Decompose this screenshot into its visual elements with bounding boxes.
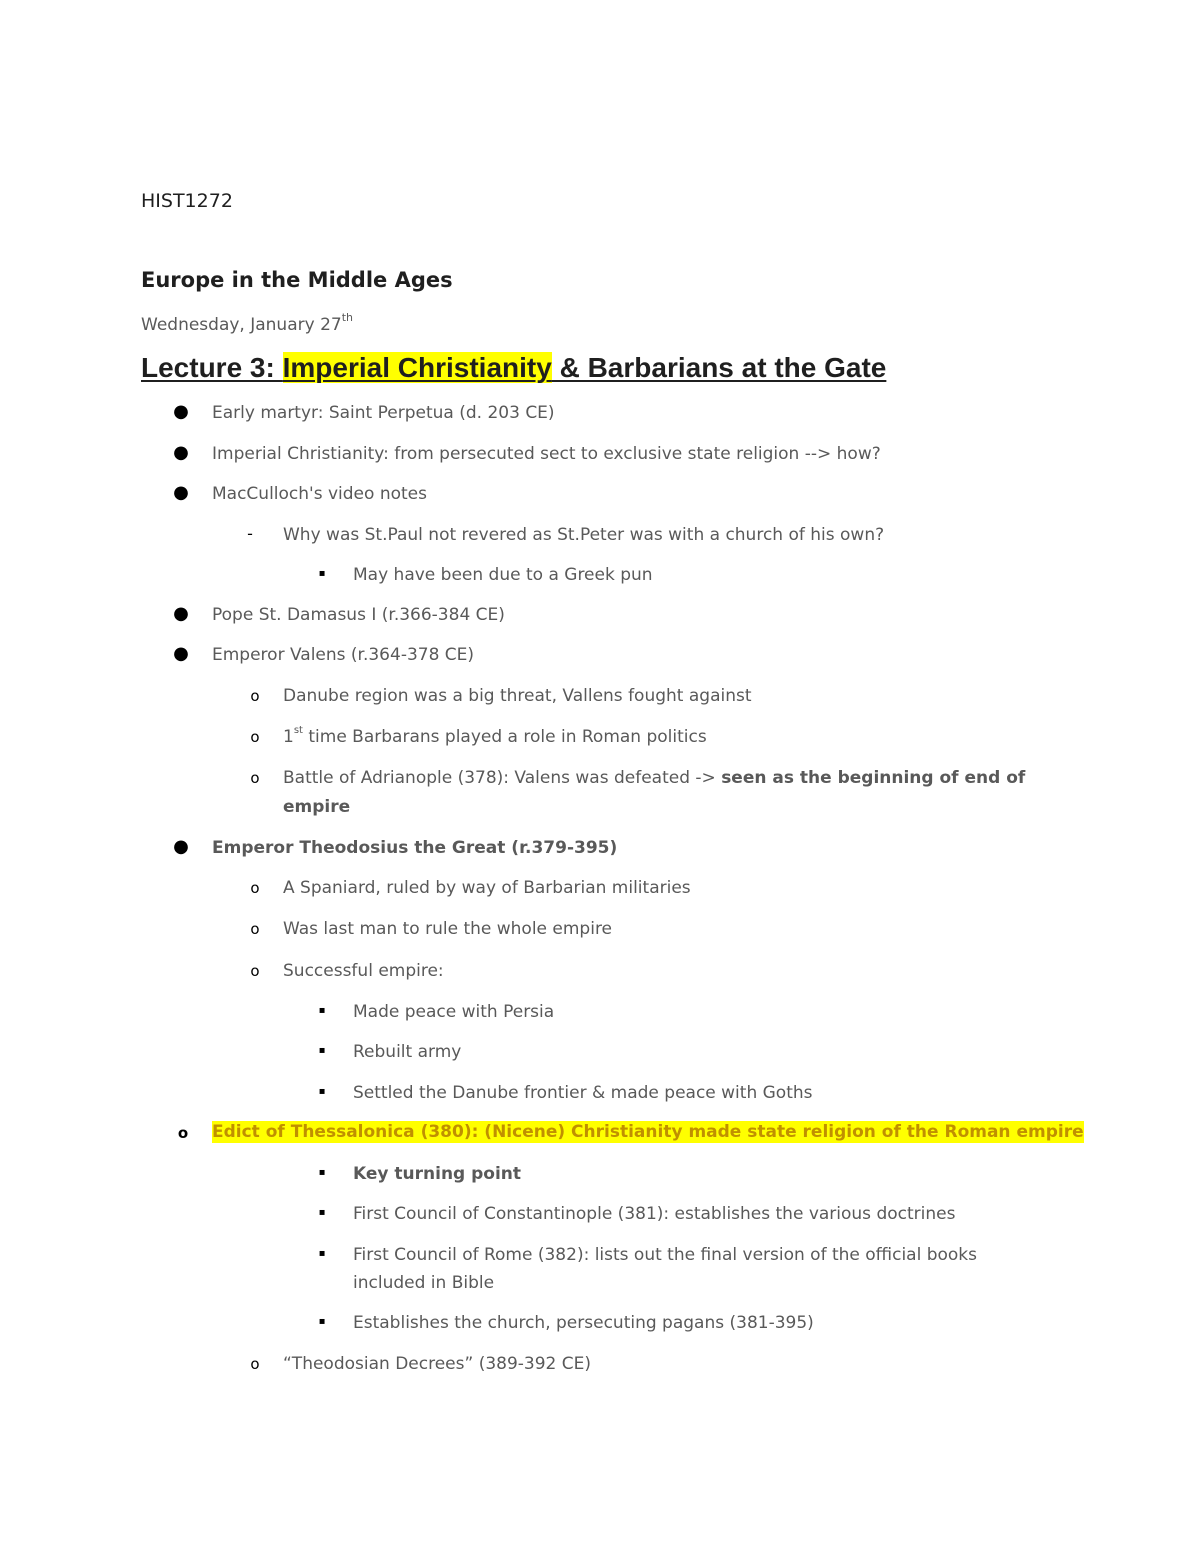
circle-bullet: o (250, 920, 260, 938)
square-bullet: ▪ (318, 568, 326, 579)
disc-bullet: ● (173, 442, 189, 463)
circle-bullet: o (250, 962, 260, 980)
note-item: Settled the Danube frontier & made peace with Goths (353, 1083, 813, 1103)
disc-bullet: ● (173, 836, 189, 857)
note-item: Imperial Christianity: from persecuted sect to exclusive state religion --> how? (212, 444, 881, 464)
note-item (283, 767, 1025, 789)
note-item: May have been due to a Greek pun (353, 565, 653, 585)
note-continuation: empire (283, 797, 351, 817)
note-bold-text: seen as the beginning of end of (721, 768, 1026, 788)
note-item: MacCulloch's video notes (212, 484, 427, 504)
note-item: “Theodosian Decrees” (389-392 CE) (283, 1354, 592, 1374)
circle-bullet: o (250, 1355, 260, 1373)
square-bullet: ▪ (318, 1086, 326, 1097)
ordinal-suffix: st (293, 725, 303, 737)
ordinal-number: 1 (283, 727, 294, 747)
note-item: A Spaniard, ruled by way of Barbarian militaries (283, 878, 691, 898)
note-item: Was last man to rule the whole empire (283, 919, 613, 939)
lecture-heading (141, 351, 886, 385)
disc-bullet: ● (173, 482, 189, 503)
circle-bullet: o (250, 728, 260, 746)
note-item: Pope St. Damasus I (r.366-384 CE) (212, 605, 505, 625)
circle-bullet: o (250, 769, 260, 787)
course-code: HIST1272 (141, 190, 233, 212)
note-item: Establishes the church, persecuting pagans (381-395) (353, 1313, 814, 1333)
circle-bullet: o (250, 879, 260, 897)
note-continuation: included in Bible (353, 1273, 495, 1293)
note-item: Danube region was a big threat, Vallens fought against (283, 686, 752, 706)
note-item: Emperor Valens (r.364-378 CE) (212, 645, 475, 665)
note-item: Why was St.Paul not revered as St.Peter was with a church of his own? (283, 525, 885, 545)
note-item: Rebuilt army (353, 1042, 462, 1062)
note-text: Battle of Adrianople (378): Valens was defeated -> (283, 768, 722, 788)
lecture-suffix: & Barbarians at the Gate (551, 352, 887, 383)
note-item: Early martyr: Saint Perpetua (d. 203 CE) (212, 403, 555, 423)
note-item: First Council of Constantinople (381): establishes the various doctrines (353, 1204, 956, 1224)
note-item: Emperor Theodosius the Great (r.379-395) (212, 838, 618, 858)
note-item: Key turning point (353, 1164, 522, 1184)
note-item: First Council of Rome (382): lists out the final version of the official books (353, 1245, 978, 1265)
disc-bullet: ● (173, 401, 189, 422)
circle-bullet: o (177, 1124, 189, 1142)
dash-bullet: - (247, 524, 253, 543)
date-suffix: th (341, 311, 354, 325)
note-item: Made peace with Persia (353, 1002, 555, 1022)
note-text: time Barbarans played a role in Roman politics (302, 727, 707, 747)
square-bullet: ▪ (318, 1045, 326, 1056)
square-bullet: ▪ (318, 1248, 326, 1259)
lecture-highlight: Imperial Christianity (282, 352, 552, 383)
square-bullet: ▪ (318, 1005, 326, 1016)
highlighted-note: Edict of Thessalonica (380): (Nicene) Christianity made state religion of the Roman empire (212, 1122, 1084, 1142)
course-title: Europe in the Middle Ages (141, 268, 453, 292)
disc-bullet: ● (173, 643, 189, 664)
square-bullet: ▪ (318, 1316, 326, 1327)
note-item (283, 726, 707, 748)
square-bullet: ▪ (318, 1207, 326, 1218)
lecture-prefix: Lecture 3: (141, 352, 283, 383)
note-item: Successful empire: (283, 961, 444, 981)
square-bullet: ▪ (318, 1167, 326, 1178)
disc-bullet: ● (173, 603, 189, 624)
date-text: Wednesday, January 27 (141, 315, 342, 335)
lecture-date (141, 311, 354, 336)
circle-bullet: o (250, 687, 260, 705)
